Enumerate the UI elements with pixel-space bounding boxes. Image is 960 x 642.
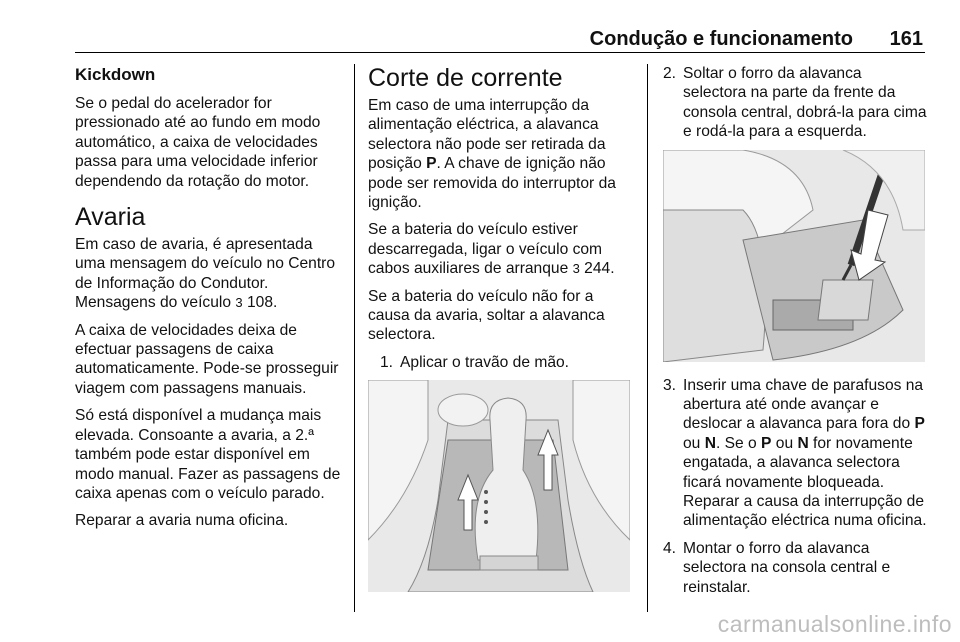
step-2: 2. Soltar o forro da alavanca selectora na parte da frente da consola central, dobrá-la para cima e rodá-la para a esquerda. [663, 65, 927, 141]
page-reference[interactable]: 244. [584, 260, 615, 278]
step-1: 1. Aplicar o travão de mão. [380, 353, 570, 371]
screwdriver-illustration [663, 150, 925, 362]
avaria-paragraph-3: Só está disponível a mudança mais elevada. Consoante a avaria, a 2.ª também pode estar disponível em modo manual. Fazer as passagens de caixa apenas com o veículo parado. [75, 407, 341, 502]
column-divider [354, 64, 355, 612]
column-middle [368, 64, 634, 606]
kickdown-paragraph: Se o pedal do acelerador for pressionado até ao fundo em modo automático, a caixa de velocidades passa para uma velocidade inferior dependendo da rotação do motor. [75, 95, 321, 190]
step-4: 4. Montar o forro da alavanca selectora na consola central e reinstalar. [663, 539, 891, 596]
avaria-paragraph-4: Reparar a avaria numa oficina. [75, 512, 289, 530]
column-right [663, 64, 927, 605]
step-3: 3. Inserir uma chave de parafusos na abertura até onde avançar e deslocar a alavanca para fora do P ou N. Se o P ou N for novamente engatada, a alavanca selectora ficará novamente bloqueada. Reparar a causa da interrupção de alimentação eléctrica numa oficina. [663, 376, 927, 530]
avaria-heading: Avaria [75, 203, 146, 232]
page-reference[interactable]: 108. [246, 294, 278, 312]
page-title: Condução e funcionamento [589, 28, 853, 50]
watermark-logo: carmanualsonline.info [717, 611, 952, 637]
avaria-paragraph-1: Em caso de avaria, é apresentada uma mensagem do veículo no Centro de Informação do Condutor. Mensagens do veículo 3 108. [75, 236, 336, 312]
kickdown-heading: Kickdown [75, 65, 156, 84]
page-reference-icon: 3 [572, 261, 580, 277]
corte-heading: Corte de corrente [368, 64, 563, 92]
avaria-paragraph-2: A caixa de velocidades deixa de efectuar passagens de caixa automaticamente. Pode-se prosseguir viagem com passagens manuais. [75, 321, 339, 397]
gear-lever-illustration [368, 380, 630, 592]
page-number: 161 [889, 28, 923, 50]
column-divider [647, 64, 648, 612]
corte-paragraph-1: Em caso de uma interrupção da alimentação eléctrica, a alavanca selectora não pode ser retirada da posição P. A chave de ignição não pode ser removida do interruptor da ignição. [368, 97, 616, 212]
page-header [75, 28, 925, 53]
corte-paragraph-2: Se a bateria do veículo estiver descarregada, ligar o veículo com cabos auxiliares de arranque 3 244. [368, 221, 615, 278]
corte-paragraph-3: Se a bateria do veículo não for a causa da avaria, soltar a alavanca selectora. [368, 287, 605, 344]
page-reference-icon: 3 [235, 295, 243, 311]
column-left [75, 64, 345, 539]
